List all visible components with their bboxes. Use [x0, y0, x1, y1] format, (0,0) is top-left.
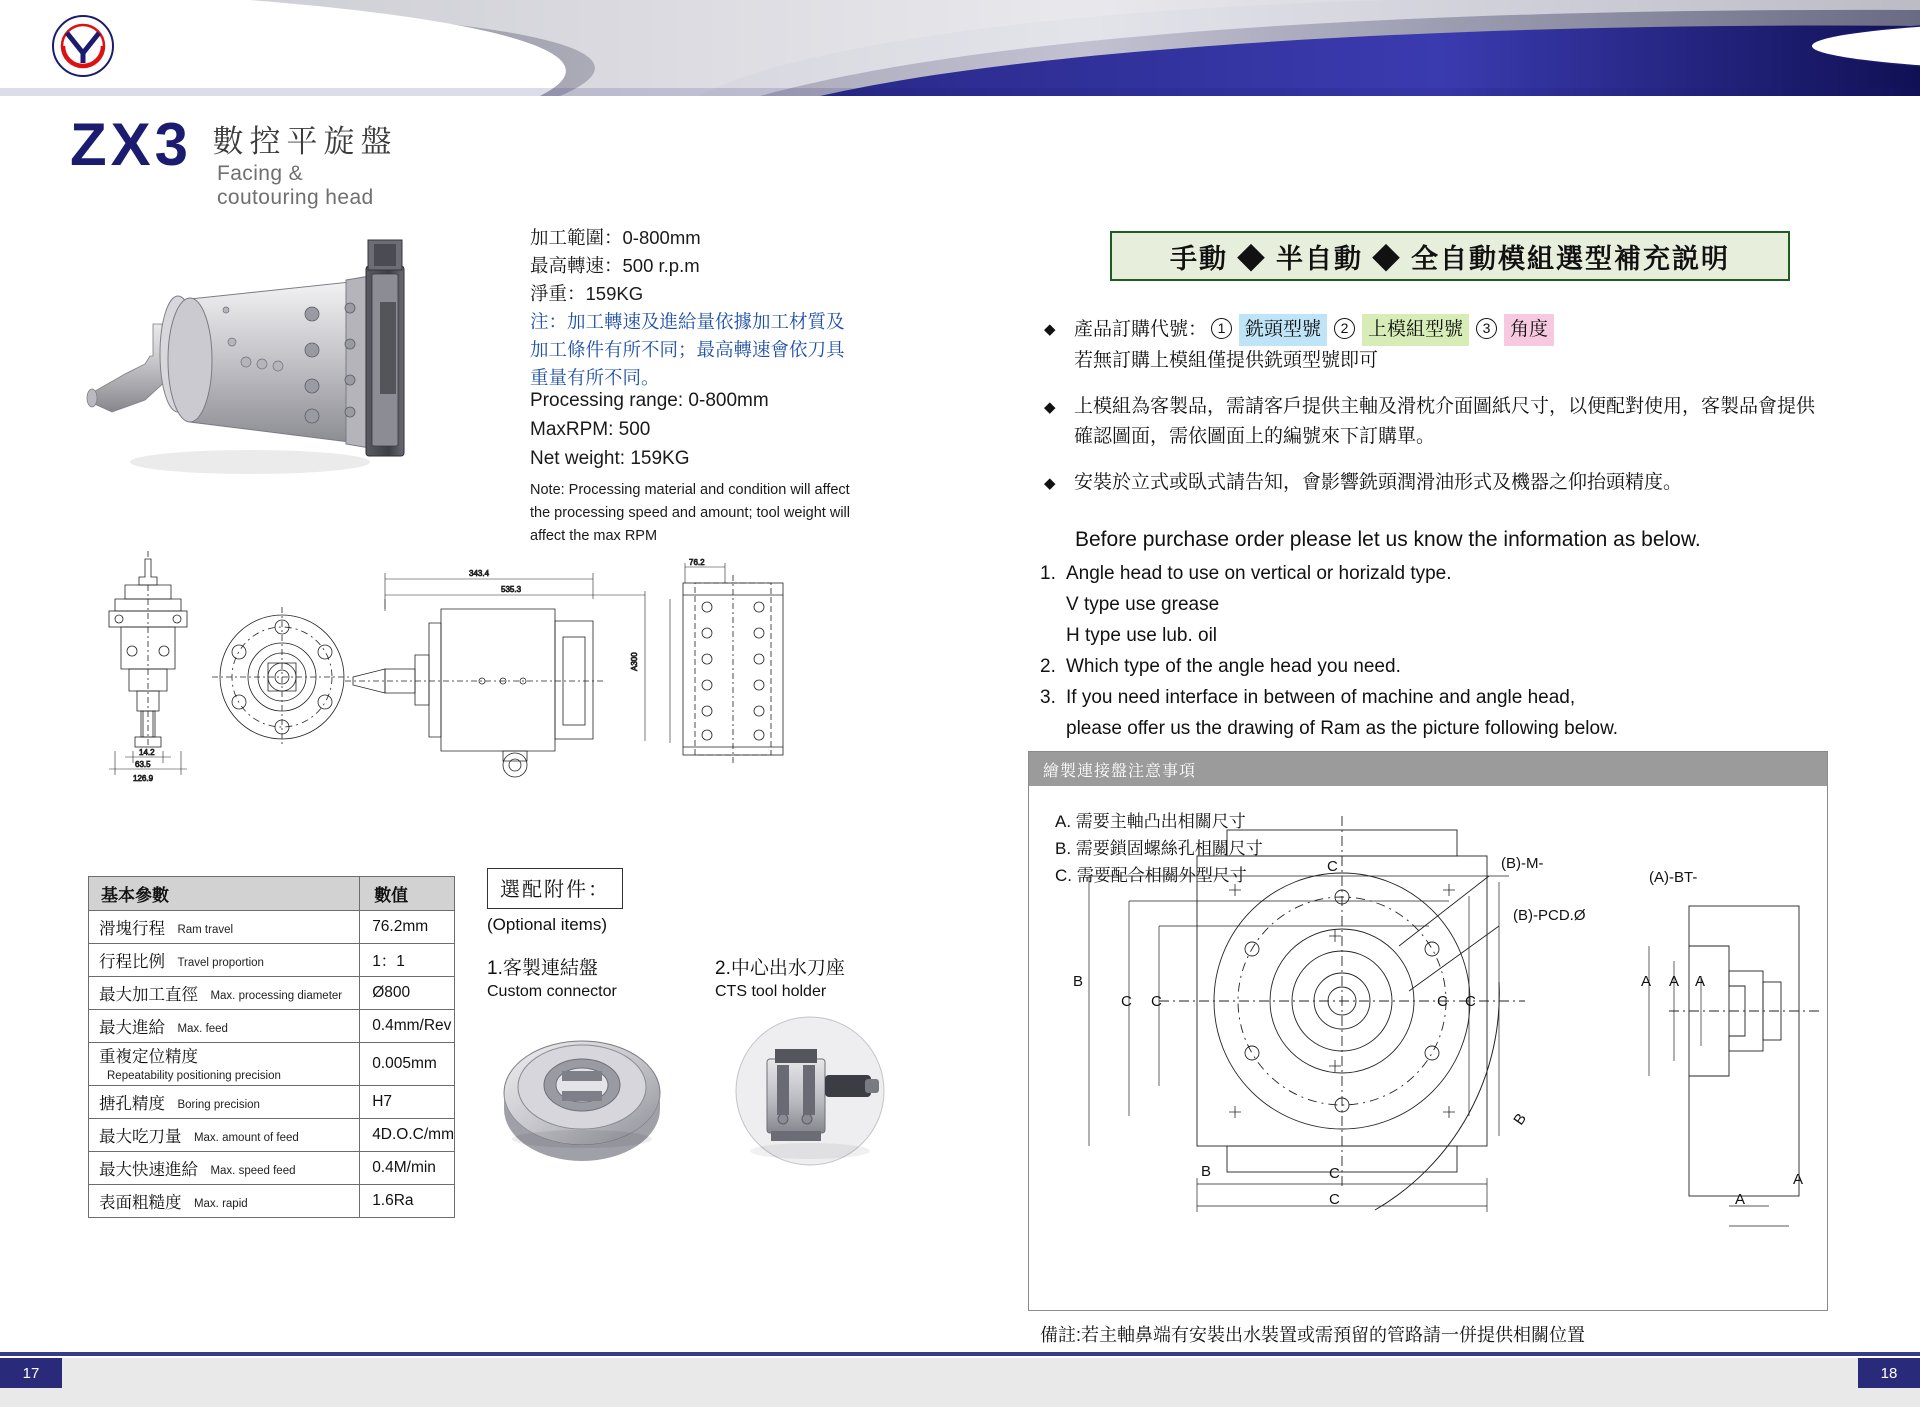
spec-row-value: 0.4mm/Rev [360, 1010, 455, 1043]
spec-row-value: 1.6Ra [360, 1185, 455, 1218]
footer-bar [0, 1358, 1920, 1407]
spec-table-header-value: 數值 [360, 877, 455, 911]
dim-126-9: 126.9 [133, 774, 154, 783]
optional-item-cts-tool-holder [715, 953, 905, 1171]
connection-plate-panel [1028, 751, 1828, 1311]
cts-tool-holder-photo [715, 1011, 905, 1171]
spec-row-label-en: Ram travel [177, 923, 234, 936]
spec-row-label [89, 944, 360, 977]
optional-items-section [487, 868, 907, 1171]
spec-row-label-en: Repeatability positioning precision [107, 1069, 281, 1082]
technical-drawings [85, 551, 895, 831]
dim-letter-a-3: A [1695, 973, 1706, 990]
spec-row-value: H7 [360, 1086, 455, 1119]
spec-row-label-en: Boring precision [177, 1098, 260, 1111]
spec-row-label [89, 1043, 360, 1086]
page-number-left: 17 [0, 1358, 62, 1388]
dim-letter-c-right1: C [1437, 993, 1448, 1010]
spec-row-label-cn: 最大加工直徑 [99, 986, 198, 1004]
spec-row-label-cn: 搪孔精度 [99, 1095, 165, 1113]
custom-connector-photo [487, 1011, 677, 1171]
table-row [89, 1086, 455, 1119]
numbered-marker: 3. [1040, 687, 1056, 708]
numbered-text: Angle head to use on vertical or horizald type. [1066, 563, 1452, 584]
optional-item-label-cn: 1.客製連結盤 [487, 958, 598, 979]
page-content [0, 96, 1920, 1382]
product-photo [50, 204, 420, 514]
table-row [89, 911, 455, 944]
spec-en-0: Processing range: 0-800mm [530, 390, 769, 411]
spec-cn-note: 注：加工轉速及進給量依據加工材質及加工條件有所不同；最高轉速會依刀具重量有所不同。 [530, 311, 845, 388]
dim-343-4: 343.4 [469, 569, 490, 578]
table-row [89, 1043, 455, 1086]
spec-list-cn [530, 224, 860, 392]
page-title [70, 110, 398, 209]
spec-row-label-cn: 最大進給 [99, 1019, 165, 1037]
spec-table-header-param: 基本參數 [89, 877, 360, 911]
spec-table-header-row [89, 877, 455, 911]
dim-letter-c-left1: C [1121, 993, 1132, 1010]
banner-graphic [0, 0, 1920, 96]
dim-letter-c-right2: C [1465, 993, 1476, 1010]
section-headline-text: 手動 ◆ 半自動 ◆ 全自動模組選型補充説明 [1169, 243, 1730, 274]
spec-row-label-cn: 最大快速進給 [99, 1161, 198, 1179]
spec-row-value: 76.2mm [360, 911, 455, 944]
dim-letter-a-5: A [1793, 1171, 1804, 1188]
spec-row-value: 0.4M/min [360, 1152, 455, 1185]
optional-item-label-cn: 2.中心出水刀座 [715, 958, 845, 979]
dim-63-5: 63.5 [135, 760, 151, 769]
bullet-secondary-line: 若無訂購上模組僅提供銑頭型號即可 [1074, 350, 1379, 371]
dim-letter-b-left: B [1073, 973, 1084, 990]
panel-footnote: 備註:若主軸鼻端有安裝出水裝置或需預留的管路請一併提供相關位置 [1040, 1325, 1585, 1345]
order-step-2: 2 [1334, 318, 1355, 339]
spec-en-note: Note: Processing material and condition will affect the processing speed and amount; tool weight will affect the max RPM [530, 482, 850, 544]
spec-row-label [89, 977, 360, 1010]
dim-a300: A300 [630, 652, 639, 671]
drawing-side-view [109, 551, 187, 747]
dim-535-3: 535.3 [501, 585, 522, 594]
panel-header-text: 繪製連接盤注意事項 [1043, 762, 1197, 780]
panel-body [1029, 786, 1827, 1282]
spec-cn-0: 加工範圍：0-800mm [530, 227, 701, 248]
spec-row-label-cn: 重複定位精度 [99, 1048, 198, 1066]
connection-plate-drawing [1029, 786, 1827, 1280]
spec-cn-2: 淨重：159KG [530, 283, 644, 304]
numbered-item-1a: V type use grease [1066, 594, 1220, 615]
spec-row-label-en: Max. rapid [193, 1197, 248, 1210]
spec-row-label-en: Max. feed [177, 1022, 228, 1035]
drawing-group [85, 551, 895, 831]
dim-letter-c-bottom1: C [1329, 1165, 1340, 1182]
bullet-item-mounting-type: ◆ 安裝於立式或臥式請告知，會影響銑頭潤滑油形式及機器之仰抬頭精度。 [1040, 468, 1830, 498]
dim-letter-c-bottom2: C [1329, 1191, 1340, 1208]
dim-letter-a-2: A [1669, 973, 1680, 990]
spec-row-label [89, 1185, 360, 1218]
dim-letter-c-left2: C [1151, 993, 1162, 1010]
table-row [89, 977, 455, 1010]
product-title-en: Facing & coutouring head [217, 162, 374, 209]
spec-en-2: Net weight: 159KG [530, 448, 690, 469]
optional-item-label-en: CTS tool holder [715, 983, 827, 1000]
callout-b-pcd: (B)-PCD.Ø [1513, 907, 1586, 924]
numbered-item-1b: H type use lub. oil [1066, 625, 1218, 646]
dim-letter-a-1: A [1641, 973, 1652, 990]
panel-note-b: B. 需要鎖固螺絲孔相關尺寸 [1055, 839, 1263, 858]
product-photo-image [50, 204, 420, 514]
product-title-cn: 數控平旋盤 [212, 124, 398, 159]
footer-rule [0, 1352, 1920, 1356]
bullet-item-order-code [1040, 314, 1830, 376]
panel-header [1029, 752, 1827, 786]
dim-14-2: 14.2 [139, 748, 155, 757]
spec-row-label-cn: 表面粗糙度 [99, 1194, 182, 1212]
custom-connector-image [487, 1011, 677, 1171]
logo-badge-left [52, 15, 114, 77]
spec-row-label-cn: 行程比例 [99, 953, 165, 971]
callout-a-bt: (A)-BT- [1649, 869, 1698, 886]
numbered-marker: 1. [1040, 563, 1056, 584]
optional-item-custom-connector [487, 953, 677, 1171]
optional-title-cn: 選配附件： [487, 868, 623, 909]
panel-note-a: A. 需要主軸凸出相關尺寸 [1055, 812, 1246, 831]
panel-note-c: C. 需要配合相關外型尺寸 [1055, 866, 1247, 885]
cts-tool-holder-image [715, 1011, 905, 1171]
spec-row-label [89, 911, 360, 944]
optional-title-en: (Optional items) [487, 915, 607, 934]
page-banner [0, 0, 1920, 96]
before-purchase-title: Before purchase order please let us know the information as below. [1075, 528, 1701, 551]
spec-row-label [89, 1010, 360, 1043]
spec-row-label-en: Travel proportion [177, 956, 264, 969]
spec-row-label-en: Max. amount of feed [193, 1131, 299, 1144]
order-step-1: 1 [1211, 318, 1232, 339]
drawing-assembly-view [345, 573, 645, 777]
dim-letter-b-bottom: B [1201, 1163, 1212, 1180]
numbered-list [1040, 558, 1830, 744]
spec-row-label [89, 1152, 360, 1185]
chip-upper-module-model: 上模組型號 [1362, 314, 1469, 346]
spec-cn-1: 最高轉速：500 r.p.m [530, 255, 700, 276]
table-row [89, 1185, 455, 1218]
spec-list-en [530, 386, 870, 473]
numbered-text: Which type of the angle head you need. [1066, 656, 1401, 677]
chip-mill-head-model: 銑頭型號 [1239, 314, 1327, 346]
numbered-item-2 [1040, 651, 1830, 682]
spec-row-label-cn: 最大吃刀量 [99, 1128, 182, 1146]
drawing-face-view [212, 607, 352, 747]
page-number-right: 18 [1858, 1358, 1920, 1388]
bullet-prefix: 產品訂購代號： [1074, 319, 1208, 340]
spec-row-label [89, 1119, 360, 1152]
numbered-text: If you need interface in between of machine and angle head, [1066, 687, 1576, 708]
chip-angle: 角度 [1504, 314, 1554, 346]
section-headline [1110, 231, 1790, 281]
dim-letter-b-arc: B [1510, 1110, 1531, 1129]
callout-b-m: (B)-M- [1501, 855, 1544, 872]
bullet-item-custom-module: ◆ 上模組為客製品，需請客戶提供主軸及滑枕介面圖紙尺寸，以便配對使用，客製品會提供確認圖面，需依圖面上的編號來下訂購單。 [1040, 392, 1830, 452]
numbered-item-3a: please offer us the drawing of Ram as the picture following below. [1066, 718, 1619, 739]
dim-letter-c-top: C [1327, 858, 1338, 875]
numbered-marker: 2. [1040, 656, 1056, 677]
numbered-item-1 [1040, 558, 1830, 589]
product-code: ZX3 [70, 111, 193, 178]
spec-row-label-en: Max. speed feed [210, 1164, 296, 1177]
spec-row-value: 0.005mm [360, 1043, 455, 1086]
spec-row-value: Ø800 [360, 977, 455, 1010]
spec-en-1: MaxRPM: 500 [530, 419, 651, 440]
spec-row-label [89, 1086, 360, 1119]
optional-item-label-en: Custom connector [487, 983, 617, 1000]
spec-row-value: 1：1 [360, 944, 455, 977]
spec-row-label-en: Max. processing diameter [210, 989, 343, 1002]
table-row [89, 944, 455, 977]
table-row [89, 1010, 455, 1043]
bullet-list [1040, 314, 1830, 514]
dim-76-2: 76.2 [689, 558, 705, 567]
table-row [89, 1152, 455, 1185]
numbered-item-3 [1040, 682, 1830, 713]
drawing-end-view [670, 563, 783, 763]
dim-letter-a-4: A [1735, 1191, 1746, 1208]
spec-row-value: 4D.O.C/mm [360, 1119, 455, 1152]
company-logo-icon [60, 23, 106, 69]
spec-table [88, 876, 455, 1218]
order-step-3: 3 [1476, 318, 1497, 339]
table-row [89, 1119, 455, 1152]
spec-row-label-cn: 滑塊行程 [99, 920, 165, 938]
